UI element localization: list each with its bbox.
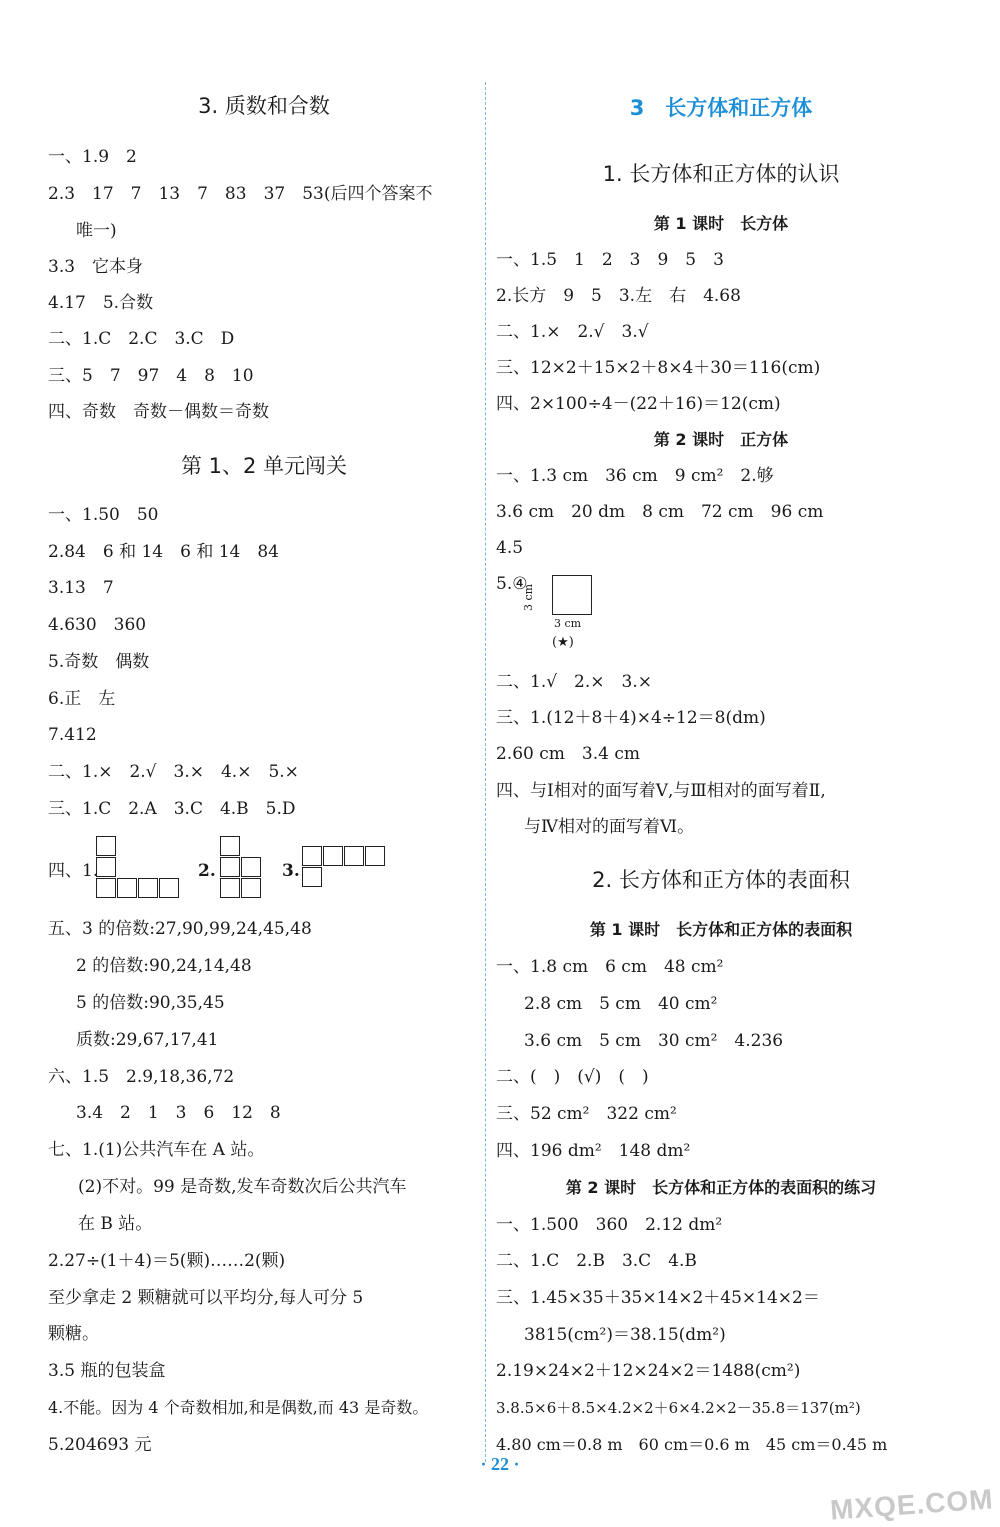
answer-line: 2.27÷(1＋4)＝5(颗)……2(颗) (48, 1251, 286, 1271)
answer-line: 三、5 7 97 4 8 10 (48, 366, 254, 386)
answer-line: 3.3 它本身 (48, 257, 144, 277)
answer-line: 五、3 的倍数:27,90,99,24,45,48 (48, 919, 312, 939)
answer-line: 颗糖。 (48, 1324, 99, 1344)
answer-line: 三、1.(12＋8＋4)×4÷12＝8(dm) (496, 708, 766, 728)
answer-line: 3.6 cm 20 dm 8 cm 72 cm 96 cm (496, 502, 824, 522)
answer-line: 二、1.C 2.B 3.C 4.B (496, 1251, 697, 1271)
answer-line: 7.412 (48, 725, 97, 745)
answer-line: 6.正 左 (48, 689, 116, 709)
answer-line: 一、1.500 360 2.12 dm² (496, 1215, 723, 1235)
answer-line: 与Ⅳ相对的面写着Ⅵ。 (524, 817, 695, 837)
answer-line: 一、1.3 cm 36 cm 9 cm² 2.够 (496, 466, 774, 486)
answer-line: 一、1.5 1 2 3 9 5 3 (496, 250, 724, 270)
bottom-length-label: 3 cm (554, 617, 582, 630)
answer-line: 3.4 2 1 3 6 12 8 (76, 1103, 281, 1123)
lesson-title: 第 2 课时 正方体 (653, 430, 789, 449)
answer-line: 四、与Ⅰ相对的面写着Ⅴ,与Ⅲ相对的面写着Ⅱ, (496, 781, 826, 801)
answer-line: 5.204693 元 (48, 1435, 152, 1455)
answer-line: 3.6 cm 5 cm 30 cm² 4.236 (524, 1031, 784, 1051)
answer-line: 5.奇数 偶数 (48, 652, 150, 672)
answer-line: (2)不对。99 是奇数,发车奇数次后公共汽车 (78, 1177, 407, 1197)
answer-line: 二、1.√ 2.× 3.× (496, 672, 652, 692)
answer-line: 六、1.5 2.9,18,36,72 (48, 1067, 235, 1087)
answer-line: 至少拿走 2 颗糖就可以平均分,每人可分 5 (48, 1288, 364, 1308)
q5-label: 5.④ (496, 574, 528, 594)
answer-line: 2 的倍数:90,24,14,48 (76, 956, 252, 976)
answer-line: 2.60 cm 3.4 cm (496, 744, 640, 764)
answer-line: 二、( ) (√) ( ) (496, 1067, 649, 1087)
answer-line: 2.8 cm 5 cm 40 cm² (524, 994, 718, 1014)
column-divider (485, 82, 486, 1462)
answer-line: 一、1.9 2 (48, 147, 137, 167)
side-length-label: 3 cm (522, 583, 535, 611)
answer-line: 3815(cm²)＝38.15(dm²) (524, 1325, 726, 1345)
answer-line: 三、12×2＋15×2＋8×4＋30＝116(cm) (496, 358, 821, 378)
q4-label: 四、1. (48, 861, 99, 881)
answer-line: 二、1.C 2.C 3.C D (48, 329, 235, 349)
lesson-title: 第 1 课时 长方体 (653, 214, 789, 233)
section-title-recognition: 1. 长方体和正方体的认识 (602, 162, 840, 186)
section-title-surface-area: 2. 长方体和正方体的表面积 (592, 868, 850, 892)
answer-line: 3.5 瓶的包装盒 (48, 1361, 166, 1381)
answer-line: 在 B 站。 (78, 1214, 153, 1234)
lesson-title: 第 2 课时 长方体和正方体的表面积的练习 (565, 1178, 877, 1197)
answer-line: 2.3 17 7 13 7 83 37 53(后四个答案不 (48, 184, 433, 204)
answer-line: 唯一) (76, 221, 117, 241)
answer-line: 4.5 (496, 538, 524, 558)
answer-line: 4.80 cm＝0.8 m 60 cm＝0.6 m 45 cm＝0.45 m (496, 1435, 888, 1454)
square-figure (522, 573, 602, 655)
q4-label-2: 2. (198, 861, 216, 881)
answer-line: 四、196 dm² 148 dm² (496, 1141, 691, 1161)
q4-label-3: 3. (282, 861, 300, 881)
section-title-unit-test: 第 1、2 单元闯关 (180, 454, 348, 478)
answer-line: 七、1.(1)公共汽车在 A 站。 (48, 1140, 265, 1160)
answer-line: 二、1.× 2.√ 3.× 4.× 5.× (48, 762, 299, 782)
answer-line: 质数:29,67,17,41 (76, 1030, 219, 1050)
answer-line: 一、1.8 cm 6 cm 48 cm² (496, 957, 724, 977)
lesson-title: 第 1 课时 长方体和正方体的表面积 (589, 920, 853, 939)
section-title-primes: 3. 质数和合数 (198, 94, 330, 118)
answer-line: 一、1.50 50 (48, 505, 159, 525)
answer-line: 二、1.× 2.√ 3.√ (496, 322, 649, 342)
answer-line: 4.不能。因为 4 个奇数相加,和是偶数,而 43 是奇数。 (48, 1398, 429, 1417)
chapter-title: 3 长方体和正方体 (629, 96, 813, 120)
answer-line: 4.630 360 (48, 615, 147, 635)
answer-line: 三、1.C 2.A 3.C 4.B 5.D (48, 799, 296, 819)
answer-line: 3.13 7 (48, 578, 114, 598)
answer-line: 三、52 cm² 322 cm² (496, 1104, 677, 1124)
answer-line: 四、2×100÷4－(22＋16)＝12(cm) (496, 394, 781, 414)
watermark: MXQE.COM (829, 1483, 995, 1526)
star-mark: (★) (552, 635, 574, 650)
answer-line: 三、1.45×35＋35×14×2＋45×14×2＝ (496, 1288, 820, 1308)
answer-line: 2.19×24×2＋12×24×2＝1488(cm²) (496, 1361, 801, 1381)
answer-line: 4.17 5.合数 (48, 293, 154, 313)
answer-line: 四、奇数 奇数－偶数＝奇数 (48, 402, 269, 422)
square-shape (552, 575, 592, 615)
answer-line: 3.8.5×6＋8.5×4.2×2＋6×4.2×2－35.8＝137(m²) (496, 1399, 861, 1417)
answer-line: 2.84 6 和 14 6 和 14 84 (48, 542, 279, 562)
answer-line: 2.长方 9 5 3.左 右 4.68 (496, 286, 741, 306)
page-number: · 22 · (480, 1454, 520, 1474)
answer-line: 5 的倍数:90,35,45 (76, 993, 225, 1013)
